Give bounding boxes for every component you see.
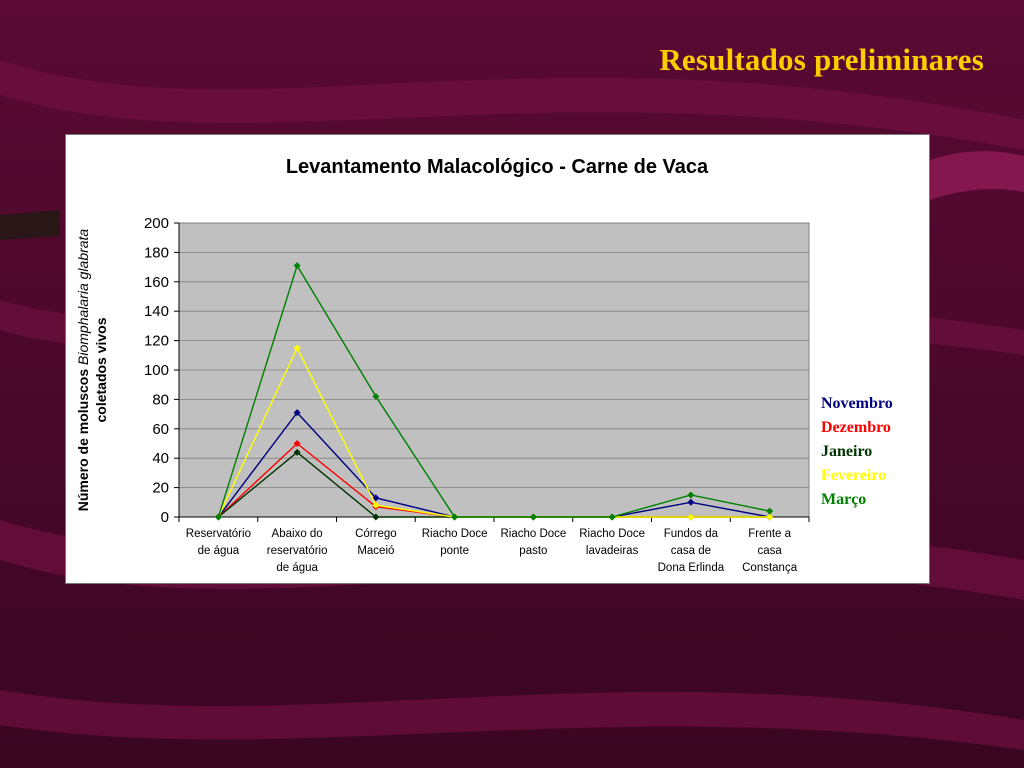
x-tick-label: Frente a casa Constança (742, 528, 798, 574)
legend-item: Dezembro (821, 419, 891, 436)
legend-item: Fevereiro (821, 467, 887, 484)
y-tick-label: 0 (160, 509, 169, 526)
x-tick-label: Riacho Doce ponte (421, 528, 488, 557)
legend-item: Março (821, 491, 867, 508)
y-tick-label: 180 (143, 244, 169, 262)
x-tick-label: Abaixo do reservatório de água (266, 528, 328, 574)
x-tick-label: Reservatório de água (185, 528, 251, 557)
chart-title: Levantamento Malacológico - Carne de Vaca (285, 156, 709, 178)
y-tick-label: 120 (143, 332, 169, 350)
legend-item: Janeiro (821, 443, 873, 460)
x-tick-label: Córrego Maceió (355, 528, 397, 557)
y-tick-label: 40 (152, 450, 169, 468)
line-chart (66, 135, 929, 583)
y-tick-label: 100 (143, 362, 169, 379)
y-axis-label: Número de moluscos Biomphalaria glabratacoletados vivos (75, 228, 109, 512)
y-tick-label: 60 (152, 420, 169, 438)
x-tick-label: Riacho Doce lavadeiras (579, 528, 646, 557)
y-tick-label: 160 (143, 273, 169, 291)
x-tick-label: Fundos da casa de Dona Erlinda (657, 528, 725, 574)
legend-item: Novembro (821, 395, 893, 412)
y-tick-label: 200 (143, 215, 169, 232)
y-tick-label: 20 (152, 479, 169, 497)
x-tick-label: Riacho Doce pasto (500, 528, 567, 557)
y-tick-label: 140 (143, 303, 169, 321)
chart-panel (65, 134, 930, 584)
slide-title: Resultados preliminares (659, 42, 984, 77)
y-tick-label: 80 (152, 391, 169, 409)
